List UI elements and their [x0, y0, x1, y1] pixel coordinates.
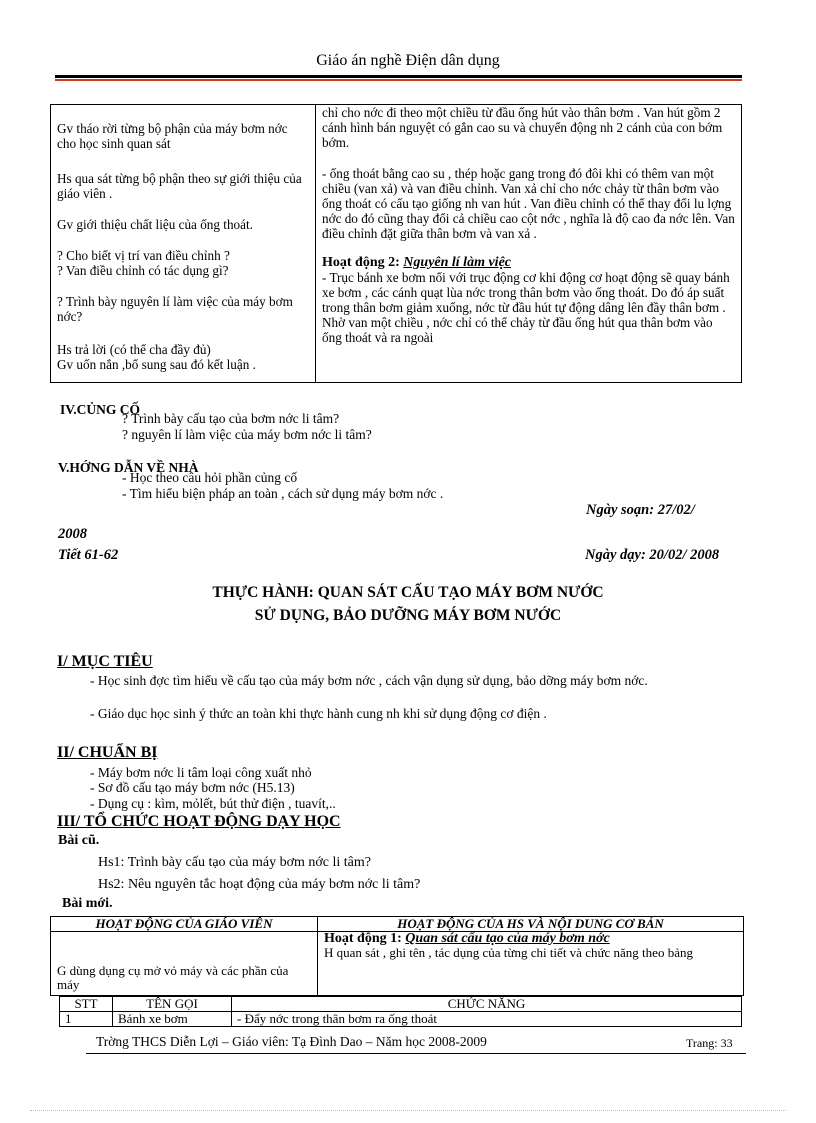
- chuanbi-item: - Dụng cụ : kìm, mỏlết, bút thử điện , tuavít,..: [90, 796, 336, 811]
- activity-label: Hoạt động 1:: [324, 931, 402, 946]
- left-text: Hs trả lời (có thể cha đầy đủ): [57, 342, 211, 357]
- huongdan-heading: V.HỚNG DẪN VỀ NHÀ: [58, 460, 199, 475]
- muctieu-heading: I/ MỤC TIÊU: [57, 653, 153, 670]
- col-header: HOẠT ĐỘNG CỦA GIÁO VIÊN: [51, 917, 318, 932]
- ngay-soan: Ngày soạn: 27/02/: [586, 502, 695, 518]
- teacher-activity-cell: [51, 932, 318, 996]
- page-edge: [30, 1110, 786, 1111]
- cungco-item: ? nguyên lí làm việc của máy bơm nớc li tâm?: [122, 427, 372, 442]
- teacher-activity-cell: [51, 105, 316, 383]
- footer-text: Trờng THCS Diễn Lợi – Giáo viên: Tạ Đình Dao – Năm học 2008-2009: [96, 1034, 487, 1049]
- baimoi-label: Bài mới.: [62, 896, 113, 911]
- cungco-item: ? Trình bày cấu tạo của bơm nớc li tâm?: [122, 411, 340, 426]
- tochuc-heading: III/ TỔ CHỨC HOẠT ĐỘNG DẠY HỌC: [57, 813, 341, 830]
- activity-table-2: [50, 916, 744, 996]
- content-paragraph: - ống thoát bằng cao su , thép hoặc gang trong đó đôi khi có thêm van một chiều (van xả) và van điều chỉnh. Van xả chỉ cho nớc chảy từ thân bơm vào ống thoát có cấu tạo giống nh van hút . Van điều chỉnh có thể thay đổi lu lợng nớc do đó cũng thay đổi cả chiều cao cột nớc , nghĩa là độ cao đa nớc lên. Van điều chỉnh đặt giữa thân bơm và van xả .: [322, 166, 735, 241]
- col-header: TÊN GỌI: [113, 997, 232, 1012]
- chuanbi-item: - Máy bơm nớc li tâm loại công xuất nhỏ: [90, 765, 312, 780]
- chuanbi-heading: II/ CHUẨN BỊ: [57, 744, 158, 761]
- ngay-day: Ngày dạy: 20/02/ 2008: [585, 547, 720, 563]
- content-cell: [318, 932, 744, 996]
- left-text: Hs qua sát từng bộ phận theo sự giới thiệu của giáo viên .: [57, 171, 302, 201]
- page-header-title: Giáo án nghề Điện dân dụng: [316, 52, 500, 69]
- content-paragraph: Nhờ van một chiều , nớc chỉ có thể chảy từ đầu ống hút qua thân bơm vào ống thoát và ra ngoài: [322, 315, 713, 345]
- header-rule: [55, 75, 742, 78]
- col-header: STT: [60, 997, 113, 1012]
- activity-title: Quan sát cấu tạo của máy bơm nớc: [405, 931, 610, 946]
- year: 2008: [58, 526, 87, 542]
- hs2-question: Hs2: Nêu nguyên tắc hoạt động của máy bơm nớc li tâm?: [98, 877, 421, 892]
- hs1-question: Hs1: Trình bày cấu tạo của máy bơm nớc li tâm?: [98, 855, 371, 870]
- content-cell: [316, 105, 742, 383]
- muctieu-line: - Giáo dục học sinh ý thức an toàn khi thực hành cung nh khi sử dụng động cơ điện .: [90, 706, 547, 721]
- cell-chuc-nang: - Đẩy nớc trong thân bơm ra ống thoát: [232, 1012, 742, 1027]
- huongdan-item: - Học theo câu hỏi phần củng cố: [122, 470, 298, 485]
- lesson-title-1: THỰC HÀNH: QUAN SÁT CẤU TẠO MÁY BƠM NƯỚC: [212, 584, 604, 601]
- activity-title: Nguyên lí làm việc: [403, 255, 511, 270]
- activity-table-1: [50, 104, 742, 383]
- activity-label: Hoạt động 2:: [322, 255, 400, 270]
- function-table: [59, 996, 742, 1027]
- header-rule-accent: [55, 79, 742, 81]
- left-text: Gv tháo rời từng bộ phận của máy bơm nớc cho học sinh quan sát: [57, 121, 288, 151]
- footer-rule: [86, 1053, 746, 1054]
- page-number: Trang: 33: [686, 1036, 733, 1050]
- cungco-heading: IV.CỦNG CỐ: [60, 402, 141, 417]
- huongdan-item: - Tìm hiểu biện pháp an toàn , cách sử dụng máy bơm nớc .: [122, 486, 444, 501]
- tiet: Tiết 61-62: [58, 547, 119, 563]
- left-text: G dùng dụng cụ mở vỏ máy và các phần của máy: [57, 963, 289, 992]
- table-row: [60, 1012, 742, 1027]
- left-text: ? Van điều chỉnh có tác dụng gì?: [57, 263, 229, 278]
- muctieu-line: - Học sinh đợc tìm hiểu về cấu tạo của máy bơm nớc , cách vận dụng sử dụng, bảo dỡng máy bơm nớc.: [90, 673, 648, 688]
- left-text: Gv uốn nắn ,bổ sung sau đó kết luận .: [57, 357, 256, 372]
- lesson-title-2: SỬ DỤNG, BẢO DƯỠNG MÁY BƠM NƯỚC: [254, 607, 562, 624]
- left-text: Gv giới thiệu chất liệu của ống thoát.: [57, 217, 253, 232]
- cell-ten-goi: Bánh xe bơm: [113, 1012, 232, 1027]
- content-paragraph: H quan sát , ghi tên , tác dụng của từng chi tiết và chức năng theo bảng: [324, 945, 693, 960]
- col-header: HOẠT ĐỘNG CỦA HS VÀ NỘI DUNG CƠ BẢN: [318, 917, 744, 932]
- content-paragraph: chỉ cho nớc đi theo một chiều từ đầu ống hút vào thân bơm . Van hút gồm 2 cánh hình bán nguyệt có gắn cao su và chuyển động nh 2 cánh của con bớm bớm.: [322, 105, 723, 150]
- content-paragraph: - Trục bánh xe bơm nối với trục động cơ khi động cơ hoạt động sẽ quay bánh xe bơm , các cánh quạt lùa nớc trong thân bơm vào ống thoát. Do đó áp suất trong thân bơm giảm xuống, nớc từ đầu hút tự động dâng lên đầy thân bơm .: [322, 270, 730, 315]
- baicu-label: Bài cũ.: [58, 833, 100, 848]
- left-text: ? Trình bày nguyên lí làm việc của máy bơm nớc?: [57, 294, 293, 324]
- left-text: ? Cho biết vị trí van điều chỉnh ?: [57, 248, 230, 263]
- cell-stt: 1: [60, 1012, 113, 1027]
- col-header: CHỨC NĂNG: [232, 997, 742, 1012]
- chuanbi-item: - Sơ đồ cấu tạo máy bơm nớc (H5.13): [90, 780, 295, 795]
